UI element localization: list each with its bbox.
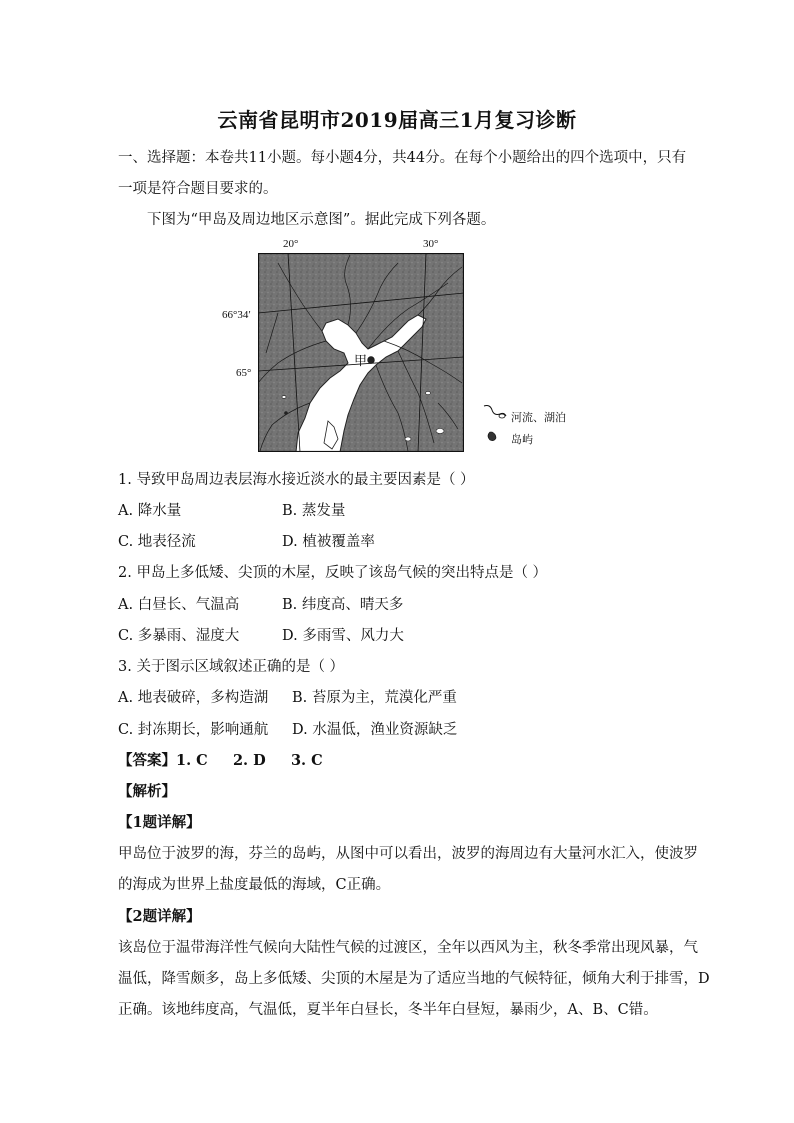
island-jia-marker <box>368 357 375 364</box>
section-intro-line-1: 一、选择题：本卷共11小题。每小题4分，共44分。在每个小题给出的四个选项中，只有 <box>118 150 687 166</box>
answer-key: 【答案】1. C 2. D 3. C <box>118 752 323 769</box>
question-2-option-a: A. 白昼长、气温高 <box>118 597 240 613</box>
detail-1-line-2: 的海成为世界上盐度最低的海域，C正确。 <box>118 877 391 893</box>
document-title: 云南省昆明市2019届高三1月复习诊断 <box>217 108 577 132</box>
section-intro-line-2: 一项是符合题目要求的。 <box>118 181 278 197</box>
question-3-option-c: C. 封冻期长，影响通航 <box>118 722 269 738</box>
map-lat-6634: 66°34′ <box>222 309 251 321</box>
map-lon-30: 30° <box>423 238 439 250</box>
question-2-option-b: B. 纬度高、晴天多 <box>282 597 404 613</box>
question-2-option-d: D. 多雨雪、风力大 <box>282 628 404 644</box>
legend-island-label: 岛屿 <box>511 433 533 446</box>
question-1-option-c: C. 地表径流 <box>118 534 196 550</box>
question-1-option-b: B. 蒸发量 <box>282 503 346 519</box>
question-2-option-c: C. 多暴雨、湿度大 <box>118 628 240 644</box>
question-3-option-b: B. 苔原为主，荒漠化严重 <box>292 690 457 706</box>
question-1-option-a: A. 降水量 <box>118 503 182 519</box>
map-lat-65: 65° <box>236 367 252 379</box>
map-legend-icons <box>480 402 510 444</box>
question-3-option-a: A. 地表破碎，多构造湖 <box>118 690 269 706</box>
map-lon-20: 20° <box>283 238 299 250</box>
question-2-stem: 2. 甲岛上多低矮、尖顶的木屋，反映了该岛气候的突出特点是（ ） <box>118 565 548 581</box>
island-jia-label: 甲 <box>354 354 368 369</box>
detail-1-line-1: 甲岛位于波罗的海，芬兰的岛屿，从图中可以看出，波罗的海周边有大量河水汇入，使波罗 <box>118 846 698 862</box>
question-3-option-d: D. 水温低，渔业资源缺乏 <box>292 722 458 738</box>
small-island-marker <box>284 411 288 415</box>
island-legend-icon <box>488 432 496 441</box>
detail-2-line-2: 温低，降雪颇多，岛上多低矮、尖顶的木屋是为了适应当地的气候特征，倾角大利于排雪，D <box>118 971 710 987</box>
figure-intro: 下图为“甲岛及周边地区示意图”。据此完成下列各题。 <box>147 212 496 228</box>
question-1-option-d: D. 植被覆盖率 <box>282 534 375 550</box>
detail-2-line-1: 该岛位于温带海洋性气候向大陆性气候的过渡区，全年以西风为主，秋冬季常出现风暴，气 <box>118 940 698 956</box>
detail-2-line-3: 正确。该地纬度高，气温低，夏半年白昼长，冬半年白昼短，暴雨少，A、B、C错。 <box>118 1002 658 1018</box>
question-3-stem: 3. 关于图示区域叙述正确的是（ ） <box>118 659 345 675</box>
detail-1-heading: 【1题详解】 <box>118 814 201 831</box>
question-1-stem: 1. 导致甲岛周边表层海水接近淡水的最主要因素是（ ） <box>118 472 475 488</box>
analysis-heading: 【解析】 <box>118 783 176 800</box>
legend-river-label: 河流、湖泊 <box>511 411 566 424</box>
detail-2-heading: 【2题详解】 <box>118 908 201 925</box>
